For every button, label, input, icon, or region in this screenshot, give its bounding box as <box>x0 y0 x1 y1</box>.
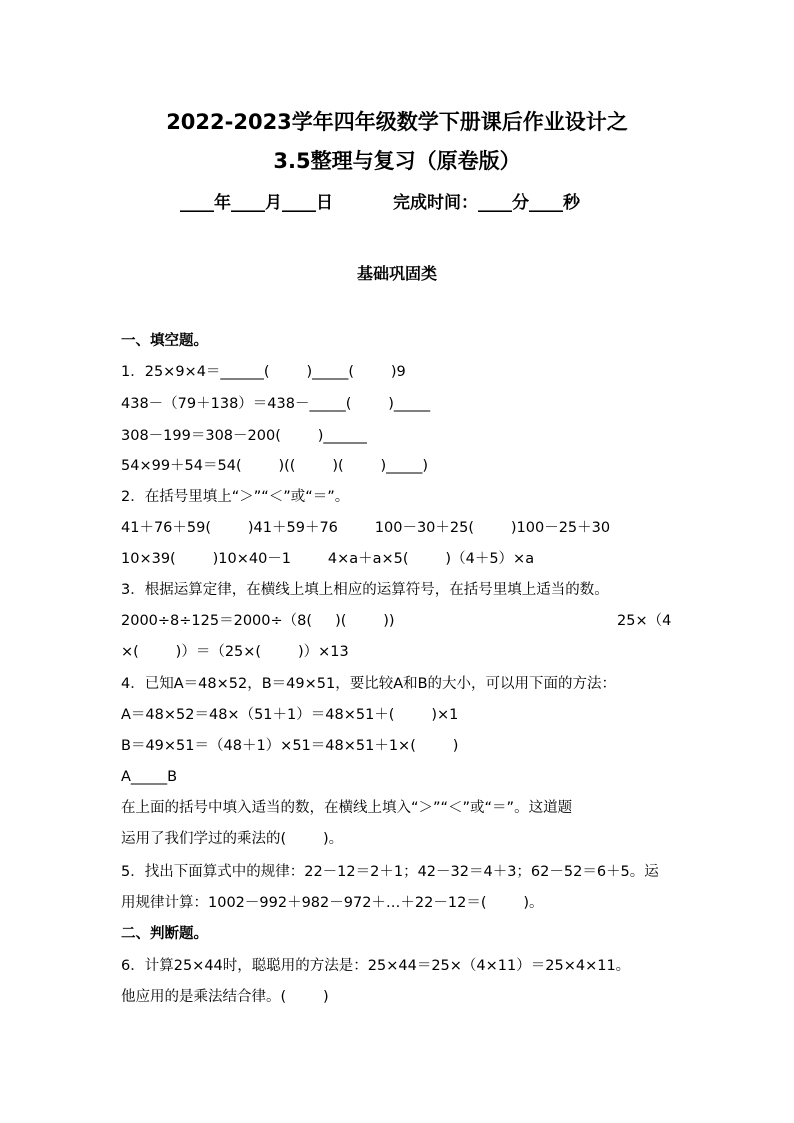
q5-line1: 5．找出下面算式中的规律：22－12＝2＋1；42－32＝4＋3；62－52＝6＋5。运 <box>121 864 659 880</box>
date-and-time-line <box>180 188 580 213</box>
q6-line2: 他应用的是乘法结合律。( ) <box>121 989 329 1005</box>
q2-prompt: 2．在括号里填上“＞”“＜”或“＝”。 <box>121 489 350 505</box>
q4-line5: 运用了我们学过的乘法的( )。 <box>121 831 344 847</box>
q5-line2: 用规律计算：1002－992＋982－972＋…＋22－12＝( )。 <box>121 895 544 911</box>
q3-line2-start: 25×（4 <box>617 613 672 629</box>
q4-line3: A_____B <box>121 769 178 785</box>
completion-time-fill-in: 完成时间：____分____秒 <box>393 193 580 213</box>
section-title: 基础巩固类 <box>356 264 437 283</box>
q3-prompt: 3．根据运算定律，在横线上填上相应的运算符号，在括号里填上适当的数。 <box>121 582 609 598</box>
q2-line1: 41＋76＋59( )41＋59＋76 100－30＋25( )100－25＋30 <box>121 520 611 536</box>
q4-line2: B＝49×51＝（48＋1）×51＝48×51＋1×( ) <box>121 738 459 754</box>
date-fill-in: ____年____月____日 <box>180 193 333 213</box>
part2-heading: 二、判断题。 <box>121 926 208 942</box>
q4-line4: 在上面的括号中填入适当的数，在横线上填入“＞”“＜”或“＝”。这道题 <box>121 800 573 816</box>
worksheet-title-line2: 3.5整理与复习（原卷版） <box>273 149 521 173</box>
q4-line1: A＝48×52＝48×（51＋1）＝48×51＋( )×1 <box>121 707 459 723</box>
q4-prompt: 4．已知A＝48×52，B＝49×51，要比较A和B的大小，可以用下面的方法： <box>121 676 617 692</box>
q3-line1: 2000÷8÷125＝2000÷（8( )( )) <box>121 613 395 629</box>
q1-line4: 54×99＋54＝54( )(( )( )_____) <box>121 458 429 474</box>
q2-line2: 10×39( )10×40－1 4×a＋a×5( )（4＋5）×a <box>121 551 535 567</box>
q1-line3: 308－199＝308－200( )______ <box>121 428 367 444</box>
q3-line2-cont: ×( )）＝（25×( )）×13 <box>121 644 349 660</box>
q6-line1: 6．计算25×44时，聪聪用的方法是：25×44＝25×（4×11）＝25×4×11。 <box>121 958 631 974</box>
q1-line1: 1．25×9×4＝______( )_____( )9 <box>121 364 406 380</box>
part1-heading: 一、填空题。 <box>121 333 208 349</box>
q1-line2: 438－（79＋138）＝438－_____( )_____ <box>121 396 431 412</box>
worksheet-title-line1: 2022-2023学年四年级数学下册课后作业设计之 <box>166 110 628 134</box>
